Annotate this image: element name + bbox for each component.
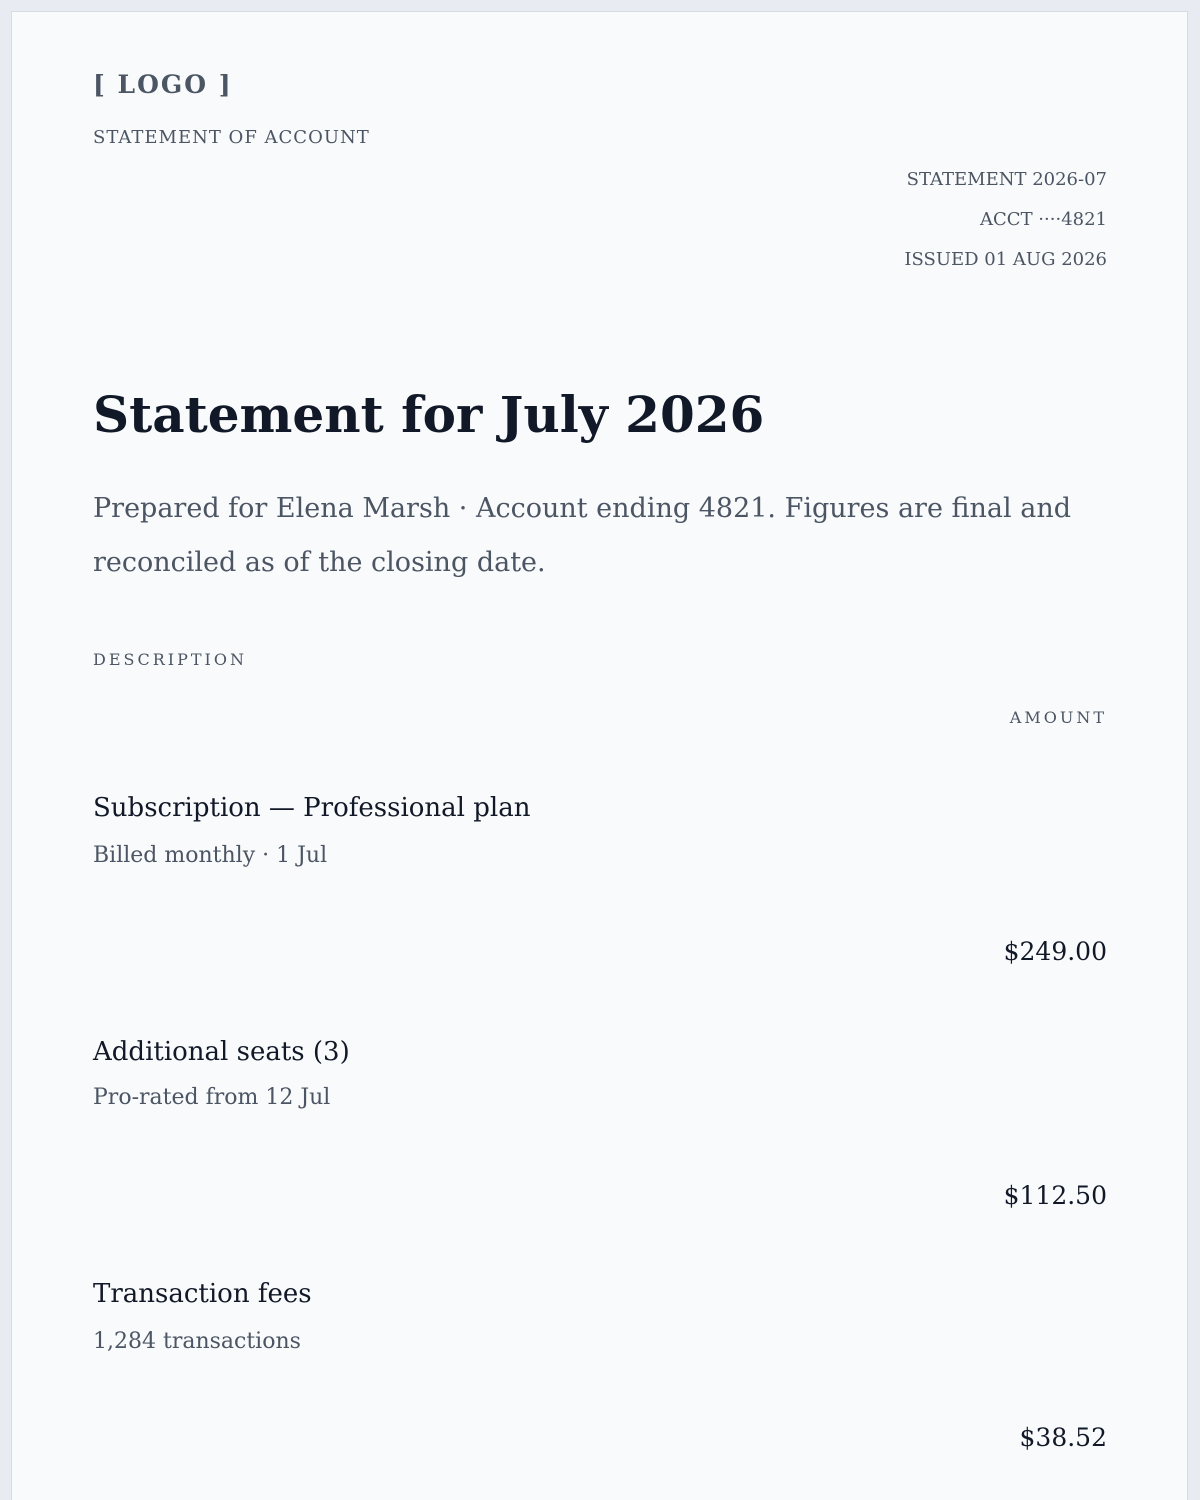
- account-number: ACCT ····4821: [980, 209, 1107, 230]
- issue-date: ISSUED 01 AUG 2026: [904, 249, 1107, 270]
- amount-column-header: AMOUNT: [1009, 708, 1107, 727]
- line-item-subtitle: Billed monthly · 1 Jul: [93, 843, 328, 868]
- statement-intro: Prepared for Elena Marsh · Account ending 4821. Figures are final and reconciled as of the closing date.: [93, 493, 1071, 578]
- line-item-title: Transaction fees: [93, 1279, 312, 1309]
- line-item-subtitle: 1,284 transactions: [93, 1329, 301, 1354]
- document-type-label: STATEMENT OF ACCOUNT: [93, 127, 370, 148]
- page-title: Statement for July 2026: [93, 385, 765, 444]
- line-item-title: Additional seats (3): [93, 1037, 350, 1067]
- statement-number: STATEMENT 2026-07: [906, 169, 1107, 190]
- description-column-header: DESCRIPTION: [93, 650, 247, 669]
- line-item-amount: $38.52: [1019, 1423, 1107, 1452]
- line-item-subtitle: Pro-rated from 12 Jul: [93, 1085, 331, 1110]
- logo-placeholder: [ LOGO ]: [93, 70, 233, 99]
- line-item-title: Subscription — Professional plan: [93, 793, 531, 823]
- line-item-amount: $112.50: [1003, 1181, 1107, 1210]
- line-item-amount: $249.00: [1003, 937, 1107, 966]
- statement-page: [11, 11, 1188, 1500]
